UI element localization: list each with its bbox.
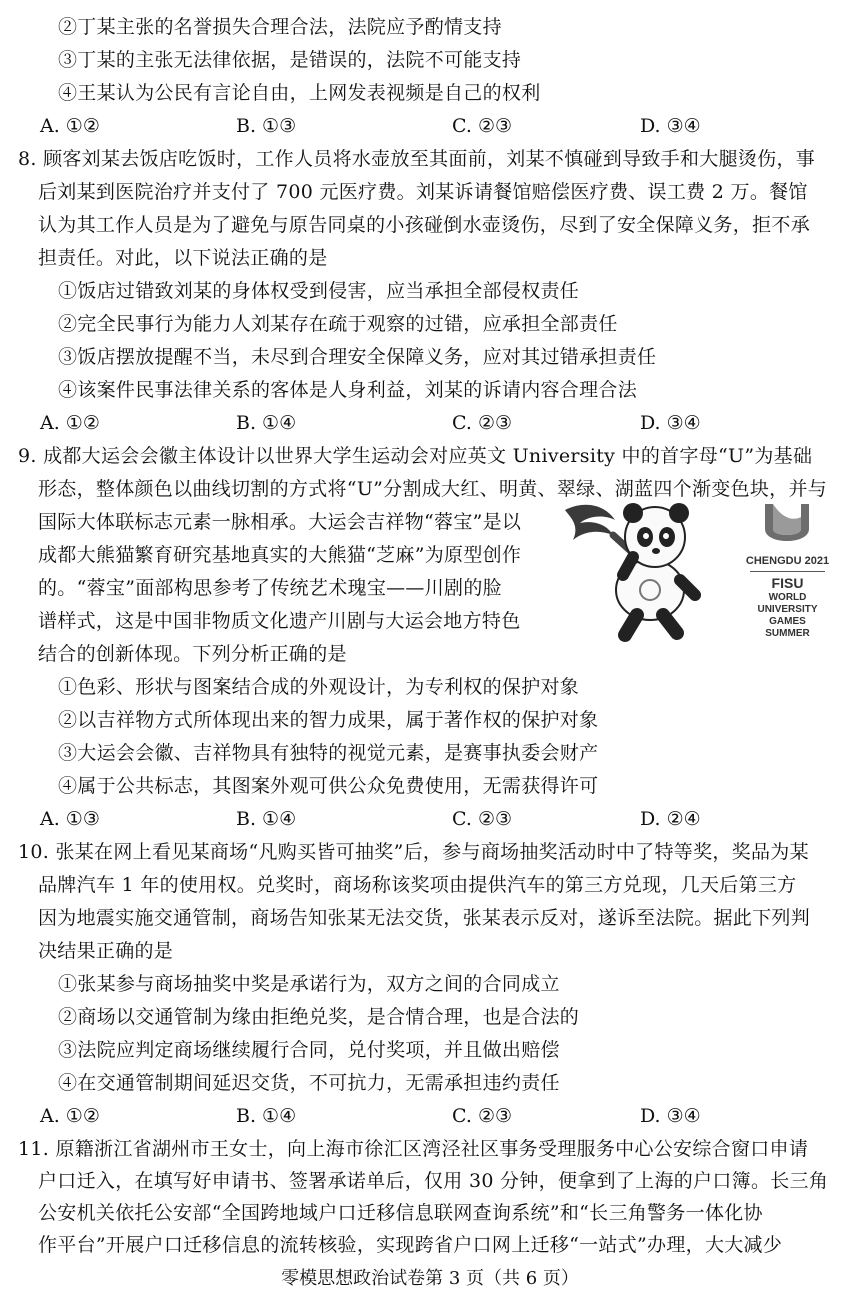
q10-option-c: C. ②③ (452, 1105, 513, 1127)
q10-stem-1: 10. 张某在网上看见某商场“凡购买皆可抽奖”后，参与商场抽奖活动时中了特等奖，奖品为某 (18, 841, 809, 863)
q8-stem-3: 认为其工作人员是为了避免与原告同桌的小孩碰倒水壶烫伤，尽到了安全保障义务，拒不承 (38, 214, 811, 236)
q11-stem-3: 公安机关依托公安部“全国跨地域户口迁移信息联网查询系统”和“长三角警务一体化协 (38, 1202, 763, 1224)
q8-item-2: ②完全民事行为能力人刘某存在疏于观察的过错，应承担全部责任 (58, 313, 618, 335)
q7-option-c: C. ②③ (452, 115, 513, 137)
q8-item-1: ①饭店过错致刘某的身体权受到侵害，应当承担全部侵权责任 (58, 280, 580, 302)
logo-line-6: SUMMER (765, 628, 810, 639)
q7-option-a: A. ①② (40, 115, 100, 137)
q10-item-4: ④在交通管制期间延迟交货，不可抗力，无需承担违约责任 (58, 1072, 560, 1094)
panda-mascot-icon (545, 495, 730, 645)
q10-item-3: ③法院应判定商场继续履行合同，兑付奖项，并且做出赔偿 (58, 1039, 560, 1061)
q8-option-b: B. ①④ (236, 412, 297, 434)
logo-line-5: GAMES (769, 616, 806, 627)
q11-stem-4: 作平台”开展户口迁移信息的流转核验，实现跨省户口网上迁移“一站式”办理，大大减少 (38, 1234, 783, 1256)
logo-line-2: FISU (771, 575, 804, 591)
q9-item-3: ③大运会会徽、吉祥物具有独特的视觉元素，是赛事执委会财产 (58, 742, 599, 764)
q9-stem-2: 形态，整体颜色以曲线切割的方式将“U”分割成大红、明黄、翠绿、湖蓝四个渐变色块，并与 (38, 478, 828, 500)
q10-stem-4: 决结果正确的是 (38, 940, 174, 962)
logo-divider (750, 571, 825, 572)
q9-item-4: ④属于公共标志，其图案外观可供公众免费使用，无需获得许可 (58, 775, 599, 797)
page-footer: 零模思想政治试卷第 3 页（共 6 页） (281, 1268, 579, 1289)
q10-item-2: ②商场以交通管制为缘由拒绝兑奖，是合情合理，也是合法的 (58, 1006, 580, 1028)
q9-stem-3: 国际大体联标志元素一脉相承。大运会吉祥物“蓉宝”是以 (38, 511, 522, 533)
q8-option-c: C. ②③ (452, 412, 513, 434)
q8-option-a: A. ①② (40, 412, 100, 434)
logo-line-3: WORLD (768, 592, 807, 603)
q9-option-a: A. ①③ (40, 808, 100, 830)
q8-option-d: D. ③④ (640, 412, 701, 434)
q9-item-1: ①色彩、形状与图案结合成的外观设计，为专利权的保护对象 (58, 676, 580, 698)
logo-line-4: UNIVERSITY (757, 604, 818, 615)
q9-item-2: ②以吉祥物方式所体现出来的智力成果，属于著作权的保护对象 (58, 709, 599, 731)
chengdu-u-logo-icon (757, 499, 817, 554)
q9-option-b: B. ①④ (236, 808, 297, 830)
q9-option-c: C. ②③ (452, 808, 513, 830)
q8-stem-2: 后刘某到医院治疗并支付了 700 元医疗费。刘某诉请餐馆赔偿医疗费、误工费 2 万。餐馆 (38, 181, 808, 203)
q10-option-d: D. ③④ (640, 1105, 701, 1127)
q9-stem-5: 的。“蓉宝”面部构思参考了传统艺术瑰宝——川剧的脸 (38, 577, 502, 599)
q7-item-2: ②丁某主张的名誉损失合理合法，法院应予酌情支持 (58, 16, 502, 38)
q9-option-d: D. ②④ (640, 808, 701, 830)
logo-line-1: CHENGDU 2021 (745, 555, 830, 567)
q9-stem-4: 成都大熊猫繁育研究基地真实的大熊猫“芝麻”为原型创作 (38, 544, 522, 566)
q7-option-d: D. ③④ (640, 115, 701, 137)
q9-stem-1: 9. 成都大运会会徽主体设计以世界大学生运动会对应英文 University 中的首字母“U”为基础 (18, 445, 813, 467)
q7-item-4: ④王某认为公民有言论自由，上网发表视频是自己的权利 (58, 82, 541, 104)
q10-stem-2: 品牌汽车 1 年的使用权。兑奖时，商场称该奖项由提供汽车的第三方兑现，几天后第三方 (38, 874, 797, 896)
q10-option-b: B. ①④ (236, 1105, 297, 1127)
q10-stem-3: 因为地震实施交通管制，商场告知张某无法交货，张某表示反对，遂诉至法院。据此下列判 (38, 907, 811, 929)
q10-item-1: ①张某参与商场抽奖中奖是承诺行为，双方之间的合同成立 (58, 973, 560, 995)
q8-item-4: ④该案件民事法律关系的客体是人身利益，刘某的诉请内容合理合法 (58, 379, 638, 401)
q9-stem-6: 谱样式，这是中国非物质文化遗产川剧与大运会地方特色 (38, 610, 521, 632)
q7-option-b: B. ①③ (236, 115, 297, 137)
q9-figure (545, 495, 840, 645)
q8-stem-1: 8. 顾客刘某去饭店吃饭时，工作人员将水壶放至其面前，刘某不慎碰到导致手和大腿烫伤，事 (18, 148, 816, 170)
q9-stem-7: 结合的创新体现。下列分析正确的是 (38, 643, 347, 665)
q8-item-3: ③饭店摆放提醒不当，未尽到合理安全保障义务，应对其过错承担责任 (58, 346, 657, 368)
q11-stem-2: 户口迁入，在填写好申请书、签署承诺单后，仅用 30 分钟，便拿到了上海的户口簿。长三角 (38, 1170, 829, 1192)
q7-item-3: ③丁某的主张无法律依据，是错误的，法院不可能支持 (58, 49, 522, 71)
q10-option-a: A. ①② (40, 1105, 100, 1127)
q8-stem-4: 担责任。对此，以下说法正确的是 (38, 247, 328, 269)
q11-stem-1: 11. 原籍浙江省湖州市王女士，向上海市徐汇区湾泾社区事务受理服务中心公安综合窗口申请 (18, 1138, 809, 1160)
